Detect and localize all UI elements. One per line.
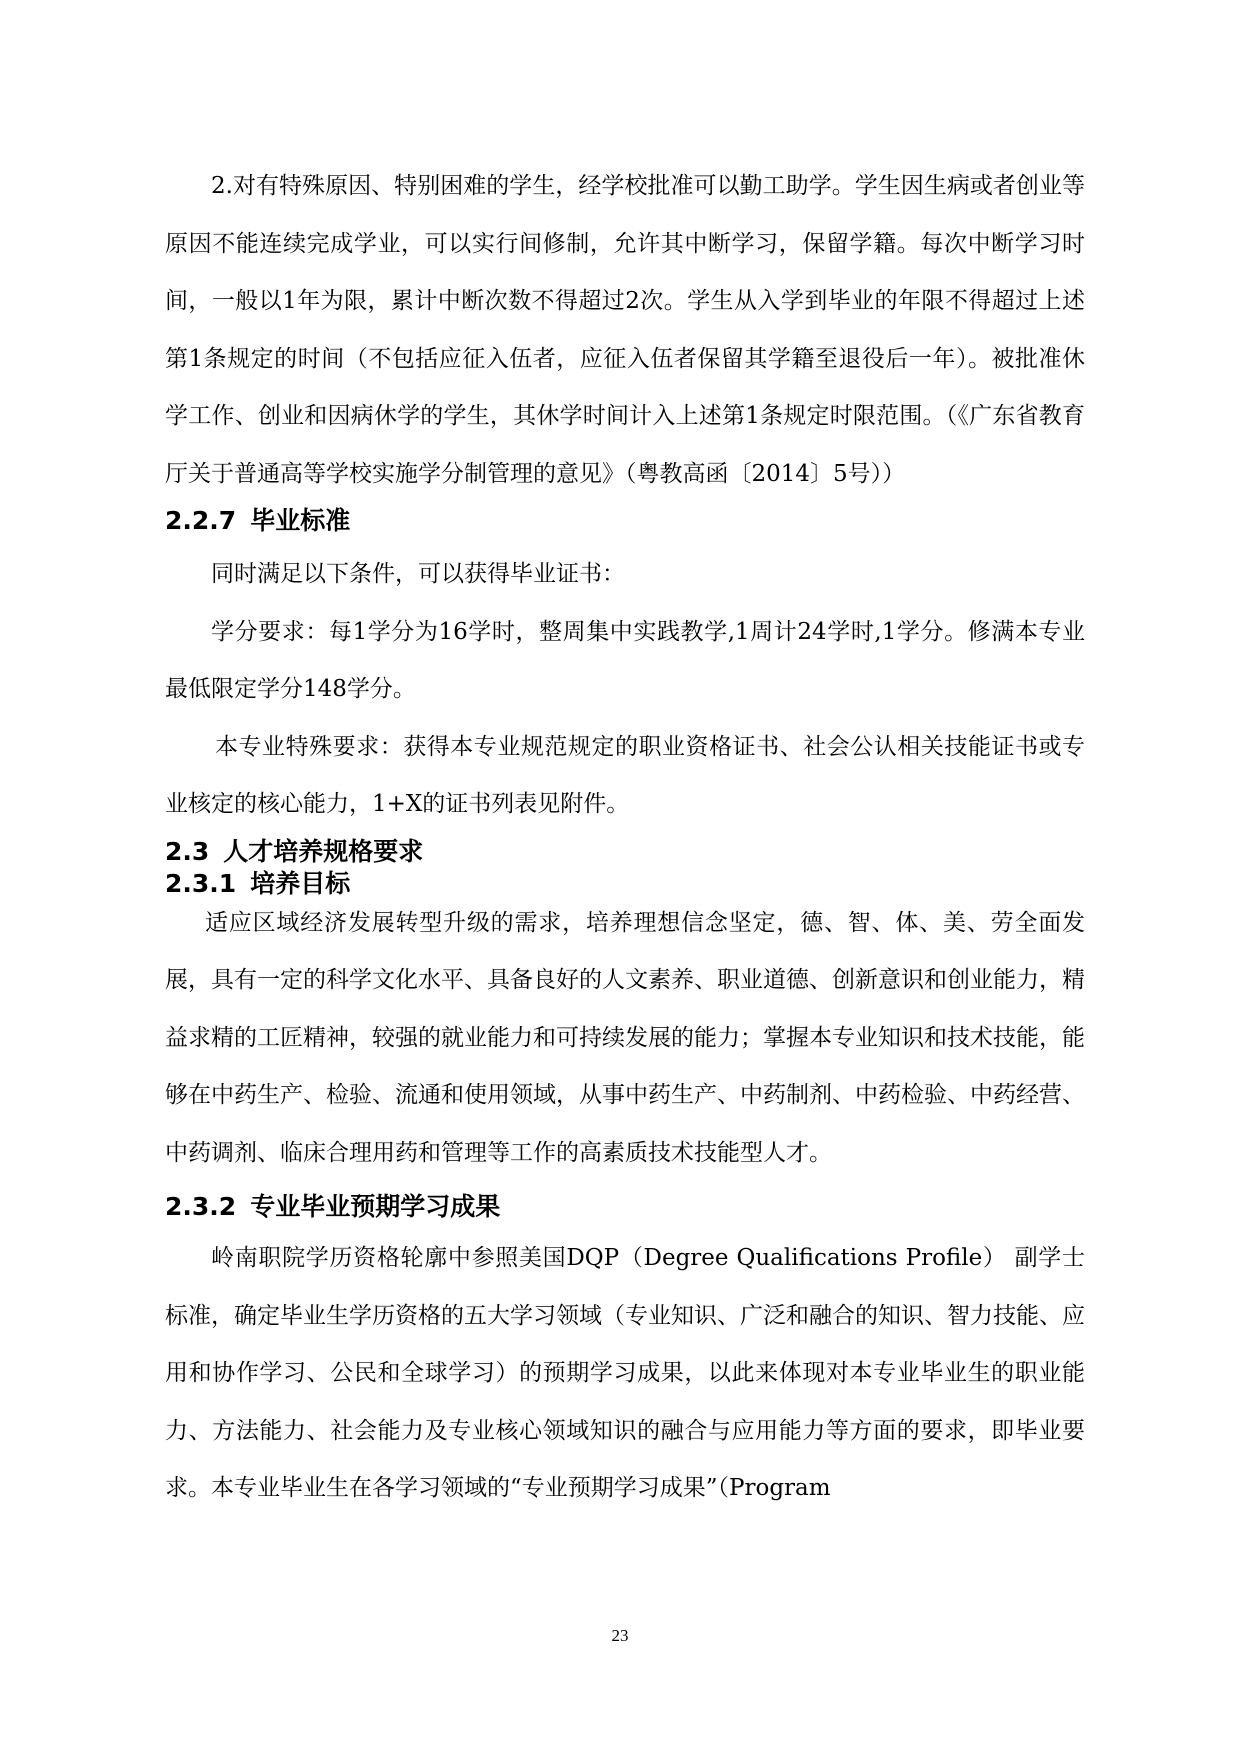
heading-number: 2.2.7 — [165, 506, 237, 535]
heading-number: 2.3 — [165, 836, 210, 866]
paragraph-special-requirements: 本专业特殊要求：获得本专业规范规定的职业资格证书、社会公认相关技能证书或专业核定的核心能力，1+X的证书列表见附件。 — [165, 733, 1085, 817]
heading-expected-learning-outcomes — [165, 1192, 1085, 1222]
heading-number: 2.3.1 — [165, 868, 237, 898]
paragraph-credit-requirements: 学分要求：每1学分为16学时，整周集中实践教学,1周计24学时,1学分。修满本专业最低限定学分148学分。 — [165, 618, 1085, 702]
heading-title: 专业毕业预期学习成果 — [250, 1192, 501, 1221]
heading-talent-cultivation — [165, 837, 1085, 867]
heading-graduation-standard — [165, 506, 1085, 536]
paragraph-cultivation-objectives: 适应区域经济发展转型升级的需求，培养理想信念坚定，德、智、体、美、劳全面发展，具有一定的科学文化水平、具备良好的人文素养、职业道德、创新意识和创业能力，精益求精的工匠精神，较强的就业能力和可持续发展的能力；掌握本专业知识和技术技能，能够在中药生产、检验、流通和使用领域，从事中药生产、中药制剂、中药检验、中药经营、中药调剂、临床合理用药和管理等工作的高素质技术技能型人才。 — [165, 909, 1085, 1166]
paragraph-study-suspension: 2.对有特殊原因、特别困难的学生，经学校批准可以勤工助学。学生因生病或者创业等原因不能连续完成学业，可以实行间修制，允许其中断学习，保留学籍。每次中断学习时间，一般以1年为限，累计中断次数不得超过2次。学生从入学到毕业的年限不得超过上述第1条规定的时间（不包括应征入伍者，应征入伍者保留其学籍至退役后一年）。被批准休学工作、创业和因病休学的学生，其休学时间计入上述第1条规定时限范围。（《广东省教育厅关于普通高等学校实施学分制管理的意见》（粤教高函〔2014〕5号）） — [165, 173, 1085, 487]
paragraph-dqp-outcomes: 岭南职院学历资格轮廓中参照美国DQP（Degree Qualifications Profile） 副学士标准，确定毕业生学历资格的五大学习领域（专业知识、广泛和融合的知识、智力技能、应用和协作学习、公民和全球学习）的预期学习成果，以此来体现对本专业毕业生的职业能力、方法能力、社会能力及专业核心领域知识的融合与应用能力等方面的要求，即毕业要求。本专业毕业生在各学习领域的“专业预期学习成果”（Program — [165, 1245, 1085, 1501]
paragraph-graduation-conditions: 同时满足以下条件，可以获得毕业证书： — [211, 561, 625, 587]
heading-number: 2.3.2 — [165, 1192, 237, 1221]
heading-title: 培养目标 — [250, 868, 351, 898]
page-number: 23 — [611, 1626, 629, 1645]
heading-title: 毕业标准 — [250, 506, 351, 535]
page-content — [165, 158, 1085, 1518]
heading-title: 人才培养规格要求 — [223, 836, 424, 866]
